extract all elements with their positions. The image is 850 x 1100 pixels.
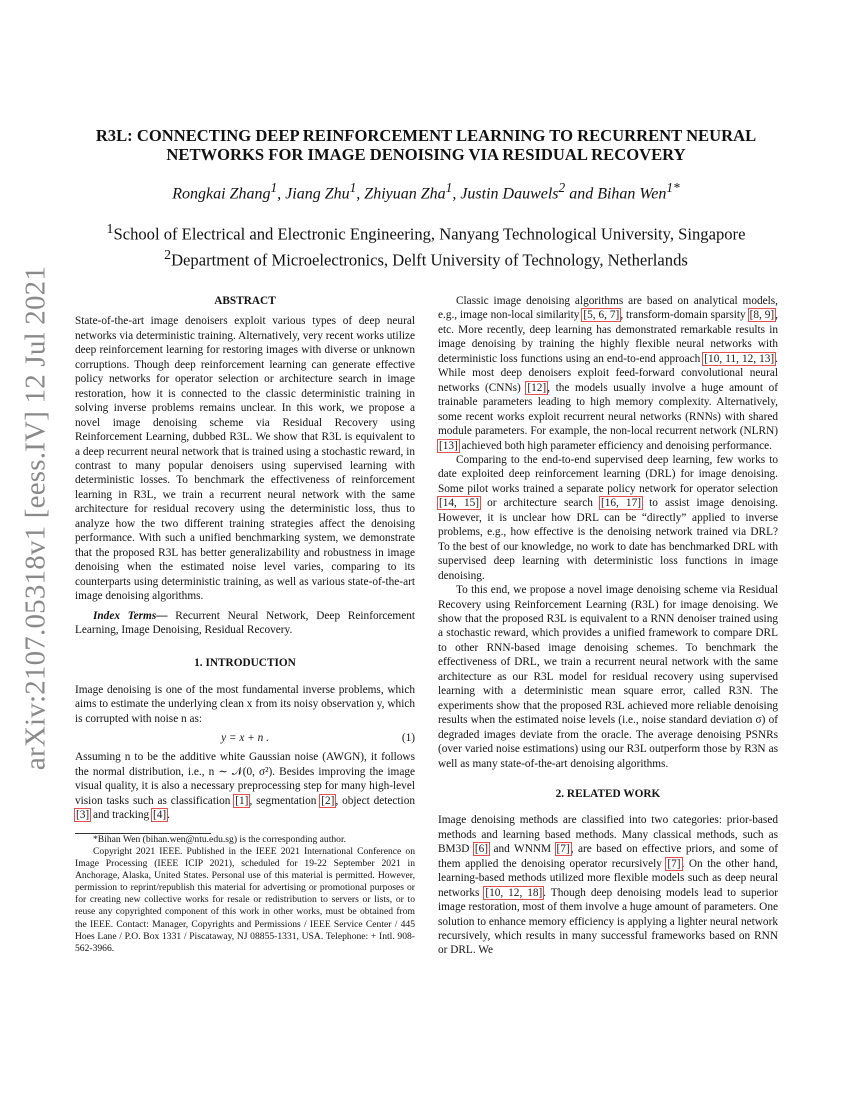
citation-link[interactable]: [7] — [667, 857, 681, 870]
citation-link[interactable]: [12] — [527, 381, 547, 394]
intro-p2-text: Assuming n to be the additive white Gaussian noise (AWGN), it follows the normal distribution, i.e., n ∼ 𝒩(0, σ²). Besides improving the image visual quality, it is also a necessary preprocessing step for many high-level vision tasks such as classification — [75, 751, 415, 807]
paragraph-text: Classic image denoising algorithms are based on analytical models, e.g., image non-local similarity — [438, 295, 778, 322]
intro-heading: 1. INTRODUCTION — [194, 657, 296, 670]
related-work-heading: 2. RELATED WORK — [555, 787, 661, 800]
index-terms — [75, 609, 415, 638]
paragraph-text: , are based on effective priors, and some of them applied the denoising operator recursively — [438, 843, 778, 870]
title-line-1: R3L: CONNECTING DEEP REINFORCEMENT LEARNING TO RECURRENT NEURAL — [95, 126, 757, 145]
author-2: Jiang Zhu — [285, 185, 350, 203]
footnote-copyright: Copyright 2021 IEEE. Published in the IEEE 2021 International Conference on Image Processing (IEEE ICIP 2021), scheduled for 19-22 September 2021 in Anchorage, Alaska, United States. Personal use of this material is permitted. However, permission to reprint/republish this material for advertising or promotional purposes or for creating new collective works for resale or redistribution to servers or lists, or to reuse any copyrighted component of this work in other works, must be obtained from the IEEE. Contact: Manager, Copyrights and Permissions / IEEE Service Center / 445 Hoes Lane / P.O. Box 1331 / Piscataway, NJ 08855-1331, USA. Telephone: + Intl. 908-562-3966. — [75, 845, 415, 954]
equation-1 — [75, 726, 415, 750]
equation-text: y = x + n . — [221, 732, 269, 745]
right-paragraph-1 — [438, 294, 778, 453]
affiliation-1-mark: 1 — [106, 221, 114, 236]
abstract-heading: ABSTRACT — [214, 295, 276, 307]
intro-p2-text: , segmentation — [249, 794, 321, 807]
intro-p2-text: . — [167, 809, 170, 822]
paragraph-text: . On the other hand, learning-based methods utilized more flexible models such as deep neural networks — [438, 857, 778, 899]
author-list — [70, 180, 782, 203]
paper-title — [70, 126, 782, 164]
author-4-mark: 2 — [558, 180, 566, 195]
paragraph-text: . Though deep denoising models lead to superior image restoration, most of them involve a huge amount of parameters. One solution to enhance memory efficiency is applying a lighter neural network recursively, which results in many successful frameworks based on RNN or DRL. We — [438, 886, 778, 957]
paragraph-text: achieved both high parameter efficiency and denoising performance. — [458, 439, 772, 452]
title-line-2: NETWORKS FOR IMAGE DENOISING VIA RESIDUAL RECOVERY — [166, 145, 686, 164]
footnote-corresponding: *Bihan Wen (bihan.wen@ntu.edu.sg) is the corresponding author. — [93, 833, 347, 845]
index-terms-label: Index Terms— — [93, 609, 168, 622]
affiliation-1 — [70, 219, 782, 245]
citation-link[interactable]: [13] — [439, 439, 458, 452]
citation-link[interactable]: [6] — [474, 843, 489, 856]
citation-link[interactable]: [16, 17] — [600, 497, 641, 510]
affiliation-2-text: Department of Microelectronics, Delft University of Technology, Netherlands — [171, 250, 688, 270]
right-paragraph-3: To this end, we propose a novel image denoising scheme via Residual Recovery using Reinforcement Learning (R3L) for image denoising. We show that the proposed R3L is equivalent to a RNN denoiser trained using a stochastic reward, which provides a unified framework to compare DRL to other RNN-based image denoising schemes. To benchmark the effectiveness of DRL, we train a recurrent neural network with the same architecture as our R3L model for residual recovery using supervised learning with a deterministic mean square error, called R3N. The experiments show that the proposed R3L achieved more reliable denoising results when the estimated noise levels (i.e., noise standard deviation σ) of degraded images deviate from the oracle. The average denoising PSNRs (over varied noise estimations) using our R3L outperform those by R3N as well as many state-of-the-art denoising algorithms. — [438, 584, 778, 770]
author-2-mark: 1 — [349, 180, 357, 195]
author-sep: , — [277, 185, 286, 203]
left-column — [75, 294, 415, 955]
citation-link[interactable]: [8, 9] — [749, 309, 775, 322]
intro-p2-text: and tracking — [90, 809, 152, 822]
abstract-text: State-of-the-art image denoisers exploit various types of deep neural networks via deterministic training. Alternatively, very recent works utilize deep reinforcement learning for restoring images with diverse or unknown corruptions. Though deep reinforcement learning can generate effective policy networks for operator selection or architecture search in image restoration, how it is connected to the classic deterministic training in solving inverse problems remains unclear. In this work, we propose a novel image denoising scheme via Residual Recovery using Reinforcement Learning, dubbed R3L. We show that R3L is equivalent to a deep recurrent neural network that is trained using a stochastic reward, in contrast to many popular denoisers using supervised learning with deterministic losses. To benchmark the effectiveness of reinforcement learning in R3L, we train a recurrent neural network with the same architecture for residual recovery using the deterministic loss, thus to analyze how the two different training strategies affect the denoising performance. With such a unified benchmarking system, we demonstrate that the proposed R3L has better generalizability and robustness in image denoising when the estimated noise level varies, comparing to its counterparts using deterministic training, as well as various state-of-the-art image denoising algorithms. — [75, 315, 415, 603]
citation-link[interactable]: [10, 11, 12, 13] — [704, 352, 775, 365]
author-4: Justin Dauwels — [460, 185, 559, 203]
paragraph-text: Comparing to the end-to-end supervised deep learning, few works to date exploited deep reinforcement learning (DRL) for image denoising. Some pilot works trained a separate policy network for operator selection — [438, 453, 778, 495]
author-5: Bihan Wen — [597, 185, 667, 203]
citation-link[interactable]: [3] — [76, 809, 90, 822]
paragraph-text: , the models usually involve a huge amount of trainable parameters leading to high memory complexity. Alternatively, some recent works exploit recurrent neural networks (RNNs) with shared module parameters. For example, the non-local recurrent network (NLRN) — [438, 381, 778, 438]
footnote — [75, 834, 415, 956]
right-column — [438, 294, 778, 958]
author-5-mark: 1* — [666, 180, 680, 195]
paragraph-text: to assist image denoising. However, it is unclear how DRL can be “directly” applied to inverse problems, e.g., how effective is the denoising network trained via DRL? To the best of our knowledge, no work to date has benchmarked DRL with supervised deep learning with deterministic loss functions in image denoising. — [438, 497, 778, 582]
paragraph-text: . While most deep denoisers exploit feed-forward convolutional neural networks (CNNs) — [438, 352, 778, 394]
author-3-mark: 1 — [445, 180, 453, 195]
citation-link[interactable]: [4] — [152, 809, 167, 822]
paragraph-text: , transform-domain sparsity — [620, 309, 749, 322]
citation-link[interactable]: [2] — [321, 794, 335, 807]
intro-paragraph-1: Image denoising is one of the most fundamental inverse problems, which aims to estimate the underlying clean x from its noisy observation y, which is corrupted with noise n as: — [75, 683, 415, 725]
affiliation-1-text: School of Electrical and Electronic Engineering, Nanyang Technological University, Singapore — [113, 224, 746, 244]
affiliations — [70, 219, 782, 270]
paragraph-text: and WNNM — [489, 843, 556, 856]
citation-link[interactable]: [14, 15] — [439, 497, 480, 510]
intro-p2-text: , object detection — [335, 794, 415, 807]
citation-link[interactable]: [1] — [235, 794, 249, 807]
equation-number: (1) — [401, 732, 415, 745]
paragraph-text: , etc. More recently, deep learning has demonstrated remarkable results in image denoising by training the highly flexible neural networks with deterministic loss functions using an end-to-end approach — [438, 309, 778, 365]
author-sep: , — [356, 185, 365, 203]
author-3: Zhiyuan Zha — [364, 185, 446, 203]
related-work-paragraph — [438, 813, 778, 958]
index-terms-text: Recurrent Neural Network, Deep Reinforcement Learning, Image Denoising, Residual Recovery. — [75, 609, 415, 636]
citation-link[interactable]: [5, 6, 7] — [583, 309, 620, 322]
right-paragraph-2 — [438, 453, 778, 583]
arxiv-side-stamp — [18, 265, 54, 771]
author-1-mark: 1 — [270, 180, 278, 195]
intro-paragraph-2 — [75, 750, 415, 822]
arxiv-id-text: arXiv:2107.05318v1 [eess.IV] 12 Jul 2021 — [19, 265, 52, 771]
author-and: and — [565, 185, 598, 203]
paragraph-text: or architecture search — [480, 497, 600, 510]
author-sep: , — [452, 185, 461, 203]
author-1: Rongkai Zhang — [172, 185, 271, 203]
citation-link[interactable]: [10, 12, 18] — [485, 886, 543, 899]
paragraph-text: Image denoising methods are classified into two categories: prior-based methods and learning based methods. Many classical methods, such as BM3D — [438, 814, 778, 856]
affiliation-2-mark: 2 — [164, 246, 172, 262]
citation-link[interactable]: [7] — [556, 843, 570, 856]
affiliation-2 — [70, 245, 782, 271]
